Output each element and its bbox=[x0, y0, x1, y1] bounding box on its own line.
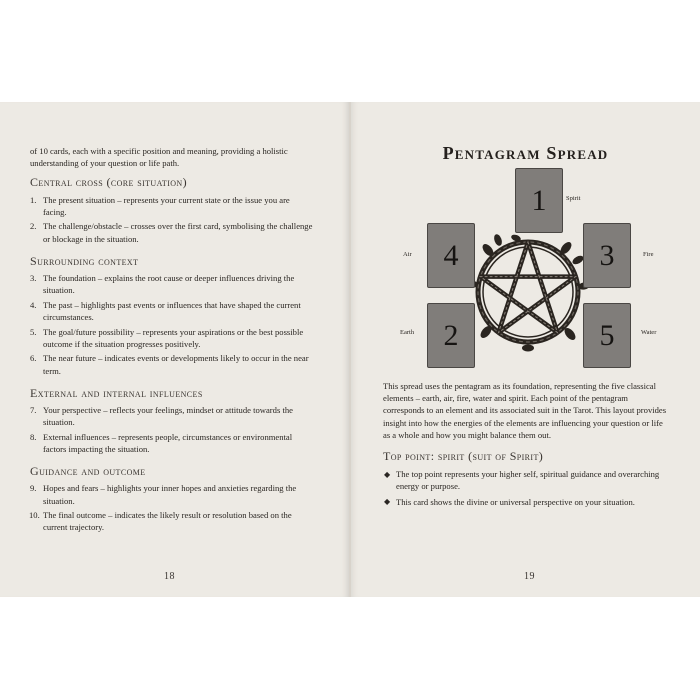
item-list bbox=[30, 272, 315, 377]
item-text: The challenge/obstacle – crosses over the first card, symbolising the challenge or blockage in the situation. bbox=[43, 221, 313, 244]
list-item bbox=[30, 299, 315, 323]
section-heading: Top point: spirit (suit of Spirit) bbox=[383, 449, 544, 464]
item-number: 2. bbox=[30, 221, 37, 232]
item-number: 7. bbox=[30, 405, 37, 416]
item-number: 5. bbox=[30, 326, 37, 337]
card-1: 1 bbox=[515, 168, 563, 233]
section-surrounding-context bbox=[30, 255, 315, 377]
diamond-icon: ◆ bbox=[384, 469, 391, 479]
item-text: Hopes and fears – highlights your inner hopes and anxieties regarding the situation. bbox=[43, 483, 297, 506]
item-number: 1. bbox=[30, 194, 37, 205]
label-air: Air bbox=[403, 251, 412, 258]
body-paragraph: This spread uses the pentagram as its foundation, representing the five classical elements – earth, air, fire, water and spirit. Each point of the pentagram corresponds to an element and its associated suit in the Tarot. This layout provides insight into how the energies of the elements are influencing your question or life as a whole and how you might balance them out. bbox=[383, 381, 667, 440]
bullet-text: This card shows the divine or universal perspective on your situation. bbox=[396, 496, 635, 507]
item-text: The final outcome – indicates the likely result or resolution based on the current trajectory. bbox=[43, 510, 292, 533]
list-item bbox=[383, 496, 671, 508]
item-number: 6. bbox=[30, 353, 37, 364]
list-item bbox=[30, 220, 315, 244]
list-item bbox=[30, 404, 315, 428]
item-text: The past – highlights past events or influences that have shaped the current circumstances. bbox=[43, 299, 301, 323]
card-5: 5 bbox=[583, 303, 631, 368]
diamond-icon: ◆ bbox=[384, 497, 391, 507]
section-central-cross bbox=[30, 176, 315, 244]
bullet-text: The top point represents your higher self, spiritual guidance and overarching energy or purpose. bbox=[396, 469, 660, 492]
section-guidance bbox=[30, 465, 315, 533]
item-list bbox=[30, 482, 315, 533]
section-heading: Guidance and outcome bbox=[30, 464, 146, 479]
list-item bbox=[383, 468, 671, 492]
item-text: External influences – represents people, circumstances or environmental factors impacting the situation. bbox=[43, 431, 293, 455]
left-page-content bbox=[30, 145, 315, 536]
section-influences bbox=[30, 387, 315, 455]
item-number: 3. bbox=[30, 273, 37, 284]
item-list bbox=[30, 404, 315, 455]
list-item bbox=[30, 482, 315, 506]
card-4: 4 bbox=[427, 223, 475, 288]
item-number: 8. bbox=[30, 431, 37, 442]
item-text: Your perspective – reflects your feelings, mindset or attitude towards the situation. bbox=[43, 405, 293, 428]
item-list bbox=[30, 194, 315, 245]
item-number: 4. bbox=[30, 299, 37, 310]
list-item bbox=[30, 431, 315, 455]
list-item bbox=[30, 352, 315, 376]
intro-paragraph: of 10 cards, each with a specific position and meaning, providing a holistic understanding of your question or life path. bbox=[30, 146, 288, 169]
label-fire: Fire bbox=[643, 251, 654, 258]
page-number-left: 18 bbox=[164, 571, 175, 582]
label-water: Water bbox=[641, 329, 657, 336]
item-text: The goal/future possibility – represents your aspirations or the best possible outcome if the situation progresses positively. bbox=[43, 326, 304, 349]
label-earth: Earth bbox=[400, 329, 415, 336]
page-title: Pentagram Spread bbox=[442, 143, 609, 163]
section-heading: Central cross (core situation) bbox=[30, 175, 188, 190]
item-number: 10. bbox=[29, 510, 40, 521]
page-number-right: 19 bbox=[524, 571, 535, 582]
item-text: The foundation – explains the root cause or deeper influences driving the situation. bbox=[43, 273, 295, 296]
label-spirit: Spirit bbox=[566, 195, 581, 202]
bullet-list bbox=[383, 468, 671, 508]
item-text: The present situation – represents your current state or the issue you are facing. bbox=[43, 194, 290, 217]
list-item bbox=[30, 326, 315, 350]
list-item bbox=[30, 272, 315, 296]
right-page-content bbox=[383, 380, 671, 511]
pentagram-wreath-icon bbox=[458, 220, 598, 360]
card-2: 2 bbox=[427, 303, 475, 368]
item-text: The near future – indicates events or developments likely to occur in the near term. bbox=[43, 353, 309, 376]
item-number: 9. bbox=[30, 483, 37, 494]
list-item bbox=[30, 509, 315, 533]
section-heading: Surrounding context bbox=[30, 253, 139, 268]
section-heading: External and internal influences bbox=[30, 385, 203, 400]
card-3: 3 bbox=[583, 223, 631, 288]
list-item bbox=[30, 194, 315, 218]
